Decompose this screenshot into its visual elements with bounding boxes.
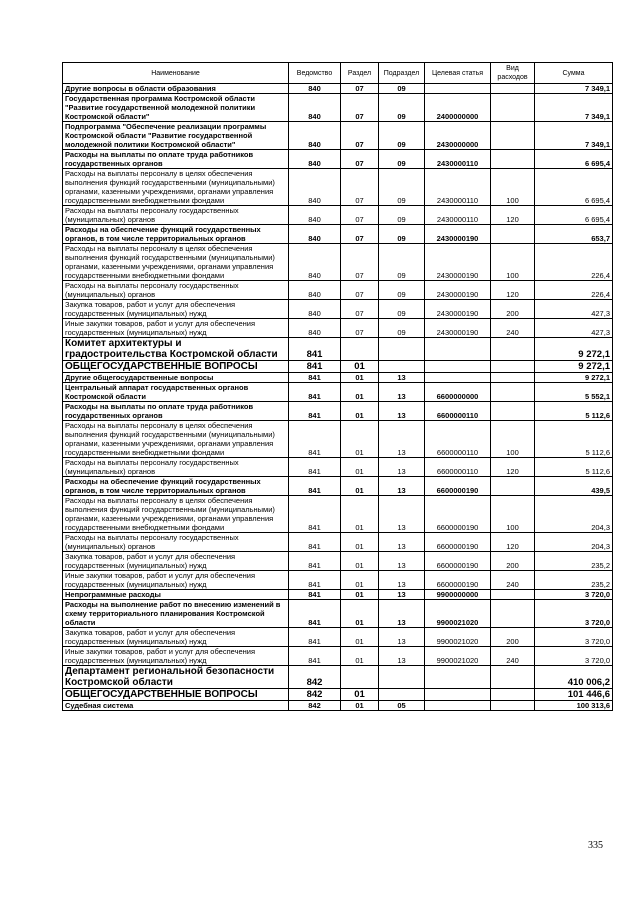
cell-ministry: 840 (289, 94, 341, 122)
cell-sum: 7 349,1 (535, 84, 613, 94)
cell-expense-type (491, 701, 535, 711)
table-row (63, 666, 613, 689)
header-sum: Сумма (535, 63, 613, 84)
cell-name: Другие вопросы в области образования (63, 84, 289, 94)
cell-section: 01 (341, 477, 379, 496)
cell-name: Расходы на выплаты персоналу государственных (муниципальных) органов (63, 458, 289, 477)
cell-ministry: 841 (289, 571, 341, 590)
cell-subsection: 13 (379, 600, 425, 628)
cell-sum: 6 695,4 (535, 206, 613, 225)
cell-target: 2430000190 (425, 281, 491, 300)
cell-sum: 3 720,0 (535, 590, 613, 600)
cell-sum: 204,3 (535, 496, 613, 533)
table-row (63, 402, 613, 421)
cell-section: 07 (341, 94, 379, 122)
cell-sum: 7 349,1 (535, 94, 613, 122)
table-row (63, 701, 613, 711)
cell-name: Центральный аппарат государственных органов Костромской области (63, 383, 289, 402)
cell-sum: 5 112,6 (535, 402, 613, 421)
table-row (63, 169, 613, 206)
cell-expense-type: 100 (491, 244, 535, 281)
cell-name: Расходы на выполнение работ по внесению изменений в схему территориального планирования Костромской области (63, 600, 289, 628)
cell-name: Другие общегосударственные вопросы (63, 373, 289, 383)
budget-table (62, 62, 613, 711)
cell-subsection (379, 666, 425, 689)
header-name: Наименование (63, 63, 289, 84)
cell-target: 2430000190 (425, 244, 491, 281)
cell-subsection: 13 (379, 383, 425, 402)
cell-target: 9900021020 (425, 600, 491, 628)
cell-subsection: 09 (379, 169, 425, 206)
header-subsection: Подраздел (379, 63, 425, 84)
cell-sum: 226,4 (535, 281, 613, 300)
table-row (63, 319, 613, 338)
cell-name: Иные закупки товаров, работ и услуг для обеспечения государственных (муниципальных) нужд (63, 647, 289, 666)
cell-subsection: 13 (379, 421, 425, 458)
table-row (63, 600, 613, 628)
cell-section: 01 (341, 373, 379, 383)
cell-name: Непрограммные расходы (63, 590, 289, 600)
cell-section: 01 (341, 628, 379, 647)
cell-ministry: 841 (289, 421, 341, 458)
page-number: 335 (588, 840, 603, 851)
cell-target (425, 361, 491, 373)
cell-target: 6600000190 (425, 496, 491, 533)
cell-expense-type: 240 (491, 319, 535, 338)
cell-expense-type (491, 225, 535, 244)
cell-section: 01 (341, 600, 379, 628)
cell-target (425, 666, 491, 689)
table-row (63, 244, 613, 281)
cell-subsection: 09 (379, 84, 425, 94)
cell-section: 07 (341, 281, 379, 300)
cell-target (425, 338, 491, 361)
cell-expense-type: 240 (491, 571, 535, 590)
cell-ministry: 841 (289, 402, 341, 421)
cell-section: 01 (341, 571, 379, 590)
cell-target: 6600000190 (425, 477, 491, 496)
cell-target: 6600000110 (425, 458, 491, 477)
cell-sum: 9 272,1 (535, 373, 613, 383)
header-section: Раздел (341, 63, 379, 84)
cell-expense-type (491, 150, 535, 169)
cell-sum: 7 349,1 (535, 122, 613, 150)
cell-section: 07 (341, 319, 379, 338)
cell-name: Расходы на выплаты персоналу государственных (муниципальных) органов (63, 533, 289, 552)
cell-target: 2430000110 (425, 206, 491, 225)
cell-target: 6600000190 (425, 571, 491, 590)
cell-target: 6600000110 (425, 421, 491, 458)
cell-sum: 6 695,4 (535, 150, 613, 169)
table-row (63, 150, 613, 169)
cell-expense-type: 120 (491, 458, 535, 477)
cell-sum: 9 272,1 (535, 338, 613, 361)
cell-name: Расходы на выплаты персоналу государственных (муниципальных) органов (63, 206, 289, 225)
cell-expense-type (491, 383, 535, 402)
cell-ministry: 840 (289, 206, 341, 225)
cell-sum: 3 720,0 (535, 647, 613, 666)
cell-section (341, 338, 379, 361)
cell-sum: 5 112,6 (535, 421, 613, 458)
cell-sum: 235,2 (535, 571, 613, 590)
cell-target: 6600000000 (425, 383, 491, 402)
cell-section: 07 (341, 150, 379, 169)
table-row (63, 689, 613, 701)
cell-ministry: 840 (289, 122, 341, 150)
table-row (63, 552, 613, 571)
table-row (63, 628, 613, 647)
table-row (63, 571, 613, 590)
cell-subsection: 13 (379, 647, 425, 666)
cell-target (425, 84, 491, 94)
cell-sum: 204,3 (535, 533, 613, 552)
cell-target: 2400000000 (425, 94, 491, 122)
table-row (63, 458, 613, 477)
cell-target (425, 701, 491, 711)
cell-expense-type: 120 (491, 206, 535, 225)
cell-expense-type: 200 (491, 628, 535, 647)
cell-ministry: 840 (289, 319, 341, 338)
cell-ministry: 840 (289, 150, 341, 169)
cell-section: 01 (341, 361, 379, 373)
cell-ministry: 841 (289, 647, 341, 666)
cell-section: 01 (341, 647, 379, 666)
cell-name: Департамент региональной безопасности Костромской области (63, 666, 289, 689)
cell-target: 2430000000 (425, 122, 491, 150)
cell-sum: 9 272,1 (535, 361, 613, 373)
table-row (63, 533, 613, 552)
cell-target: 2430000110 (425, 169, 491, 206)
header-row (63, 63, 613, 84)
cell-expense-type: 100 (491, 421, 535, 458)
cell-name: Подпрограмма "Обеспечение реализации программы Костромской области "Развитие государственной молодежной политики Костромской области" (63, 122, 289, 150)
cell-subsection: 13 (379, 402, 425, 421)
cell-section: 07 (341, 206, 379, 225)
cell-target: 9900000000 (425, 590, 491, 600)
cell-section: 07 (341, 244, 379, 281)
table-body (63, 84, 613, 711)
cell-name: Закупка товаров, работ и услуг для обеспечения государственных (муниципальных) нужд (63, 628, 289, 647)
cell-ministry: 841 (289, 628, 341, 647)
cell-expense-type: 120 (491, 533, 535, 552)
cell-name: Иные закупки товаров, работ и услуг для обеспечения государственных (муниципальных) нужд (63, 319, 289, 338)
cell-target: 2430000190 (425, 300, 491, 319)
cell-ministry: 841 (289, 496, 341, 533)
cell-expense-type: 100 (491, 169, 535, 206)
cell-target: 2430000110 (425, 150, 491, 169)
table-header (63, 63, 613, 84)
table-row (63, 206, 613, 225)
cell-section: 07 (341, 300, 379, 319)
cell-name: ОБЩЕГОСУДАРСТВЕННЫЕ ВОПРОСЫ (63, 689, 289, 701)
cell-ministry: 841 (289, 552, 341, 571)
cell-target (425, 689, 491, 701)
cell-name: Расходы на выплаты персоналу в целях обеспечения выполнения функций государственными (муниципальными) органами, казенными учреждениями, органами управления государственными внебюджетными фондами (63, 244, 289, 281)
cell-ministry: 841 (289, 373, 341, 383)
cell-expense-type: 200 (491, 300, 535, 319)
cell-expense-type: 100 (491, 496, 535, 533)
cell-ministry: 841 (289, 361, 341, 373)
cell-subsection: 09 (379, 94, 425, 122)
table-row (63, 647, 613, 666)
cell-subsection: 13 (379, 571, 425, 590)
cell-expense-type (491, 590, 535, 600)
cell-name: Расходы на выплаты по оплате труда работников государственных органов (63, 402, 289, 421)
cell-subsection: 09 (379, 319, 425, 338)
cell-section (341, 666, 379, 689)
cell-target: 2430000190 (425, 319, 491, 338)
cell-ministry: 840 (289, 225, 341, 244)
table-row (63, 122, 613, 150)
cell-ministry: 842 (289, 666, 341, 689)
cell-subsection: 09 (379, 122, 425, 150)
cell-name: Закупка товаров, работ и услуг для обеспечения государственных (муниципальных) нужд (63, 300, 289, 319)
cell-ministry: 841 (289, 458, 341, 477)
cell-sum: 6 695,4 (535, 169, 613, 206)
cell-ministry: 842 (289, 701, 341, 711)
cell-sum: 410 006,2 (535, 666, 613, 689)
cell-expense-type (491, 373, 535, 383)
cell-name: Расходы на обеспечение функций государственных органов, в том числе территориальных органов (63, 225, 289, 244)
table-row (63, 338, 613, 361)
cell-sum: 3 720,0 (535, 600, 613, 628)
cell-ministry: 841 (289, 338, 341, 361)
cell-target: 6600000110 (425, 402, 491, 421)
cell-section: 07 (341, 169, 379, 206)
table-row (63, 84, 613, 94)
cell-name: Расходы на выплаты персоналу государственных (муниципальных) органов (63, 281, 289, 300)
cell-section: 07 (341, 225, 379, 244)
cell-target: 9900021020 (425, 647, 491, 666)
cell-expense-type (491, 84, 535, 94)
table-row (63, 421, 613, 458)
cell-section: 01 (341, 689, 379, 701)
cell-expense-type (491, 666, 535, 689)
cell-sum: 5 112,6 (535, 458, 613, 477)
cell-sum: 100 313,6 (535, 701, 613, 711)
table-row (63, 225, 613, 244)
cell-section: 07 (341, 122, 379, 150)
cell-subsection: 13 (379, 373, 425, 383)
cell-target: 9900021020 (425, 628, 491, 647)
cell-subsection: 09 (379, 244, 425, 281)
cell-name: Расходы на выплаты персоналу в целях обеспечения выполнения функций государственными (муниципальными) органами, казенными учреждениями, органами управления государственными внебюджетными фондами (63, 421, 289, 458)
cell-sum: 427,3 (535, 300, 613, 319)
cell-ministry: 840 (289, 244, 341, 281)
cell-target (425, 373, 491, 383)
cell-expense-type (491, 600, 535, 628)
cell-section: 01 (341, 552, 379, 571)
cell-target: 6600000190 (425, 552, 491, 571)
cell-name: Расходы на обеспечение функций государственных органов, в том числе территориальных органов (63, 477, 289, 496)
cell-subsection: 13 (379, 533, 425, 552)
table-row (63, 590, 613, 600)
table-row (63, 383, 613, 402)
cell-subsection: 09 (379, 150, 425, 169)
cell-subsection (379, 361, 425, 373)
cell-section: 01 (341, 590, 379, 600)
cell-expense-type (491, 338, 535, 361)
cell-ministry: 840 (289, 281, 341, 300)
cell-subsection: 09 (379, 225, 425, 244)
cell-sum: 3 720,0 (535, 628, 613, 647)
cell-subsection (379, 338, 425, 361)
header-target: Целевая статья (425, 63, 491, 84)
cell-section: 07 (341, 84, 379, 94)
cell-expense-type (491, 477, 535, 496)
cell-name: Государственная программа Костромской области "Развитие государственной молодежной политики Костромской области" (63, 94, 289, 122)
cell-sum: 427,3 (535, 319, 613, 338)
cell-name: Судебная система (63, 701, 289, 711)
cell-name: Расходы на выплаты по оплате труда работников государственных органов (63, 150, 289, 169)
cell-subsection: 13 (379, 590, 425, 600)
cell-sum: 235,2 (535, 552, 613, 571)
cell-ministry: 841 (289, 477, 341, 496)
cell-sum: 101 446,6 (535, 689, 613, 701)
table-row (63, 94, 613, 122)
table-row (63, 361, 613, 373)
cell-name: Закупка товаров, работ и услуг для обеспечения государственных (муниципальных) нужд (63, 552, 289, 571)
cell-section: 01 (341, 533, 379, 552)
header-ministry: Ведомство (289, 63, 341, 84)
cell-ministry: 841 (289, 533, 341, 552)
cell-name: Расходы на выплаты персоналу в целях обеспечения выполнения функций государственными (муниципальными) органами, казенными учреждениями, органами управления государственными внебюджетными фондами (63, 496, 289, 533)
cell-expense-type (491, 361, 535, 373)
cell-subsection: 13 (379, 458, 425, 477)
cell-name: Иные закупки товаров, работ и услуг для обеспечения государственных (муниципальных) нужд (63, 571, 289, 590)
cell-ministry: 840 (289, 300, 341, 319)
cell-ministry: 841 (289, 600, 341, 628)
table-row (63, 281, 613, 300)
cell-expense-type: 240 (491, 647, 535, 666)
cell-ministry: 840 (289, 84, 341, 94)
cell-subsection: 13 (379, 628, 425, 647)
cell-subsection: 13 (379, 552, 425, 571)
cell-name: ОБЩЕГОСУДАРСТВЕННЫЕ ВОПРОСЫ (63, 361, 289, 373)
cell-ministry: 841 (289, 383, 341, 402)
cell-target: 6600000190 (425, 533, 491, 552)
cell-section: 01 (341, 458, 379, 477)
cell-name: Расходы на выплаты персоналу в целях обеспечения выполнения функций государственными (муниципальными) органами, казенными учреждениями, органами управления государственными внебюджетными фондами (63, 169, 289, 206)
cell-sum: 5 552,1 (535, 383, 613, 402)
cell-subsection: 09 (379, 281, 425, 300)
cell-subsection: 09 (379, 206, 425, 225)
cell-subsection: 13 (379, 477, 425, 496)
table-row (63, 496, 613, 533)
header-expense-type: Вид расходов (491, 63, 535, 84)
cell-subsection (379, 689, 425, 701)
cell-expense-type (491, 689, 535, 701)
table-row (63, 477, 613, 496)
cell-sum: 653,7 (535, 225, 613, 244)
table-row (63, 300, 613, 319)
cell-expense-type (491, 122, 535, 150)
cell-expense-type: 200 (491, 552, 535, 571)
cell-subsection: 13 (379, 496, 425, 533)
cell-section: 01 (341, 421, 379, 458)
cell-subsection: 09 (379, 300, 425, 319)
cell-expense-type: 120 (491, 281, 535, 300)
cell-ministry: 841 (289, 590, 341, 600)
cell-section: 01 (341, 701, 379, 711)
cell-section: 01 (341, 383, 379, 402)
cell-expense-type (491, 94, 535, 122)
table-row (63, 373, 613, 383)
cell-section: 01 (341, 496, 379, 533)
cell-ministry: 842 (289, 689, 341, 701)
cell-sum: 439,5 (535, 477, 613, 496)
cell-subsection: 05 (379, 701, 425, 711)
cell-ministry: 840 (289, 169, 341, 206)
cell-section: 01 (341, 402, 379, 421)
cell-name: Комитет архитектуры и градостроительства Костромской области (63, 338, 289, 361)
cell-expense-type (491, 402, 535, 421)
cell-target: 2430000190 (425, 225, 491, 244)
cell-sum: 226,4 (535, 244, 613, 281)
